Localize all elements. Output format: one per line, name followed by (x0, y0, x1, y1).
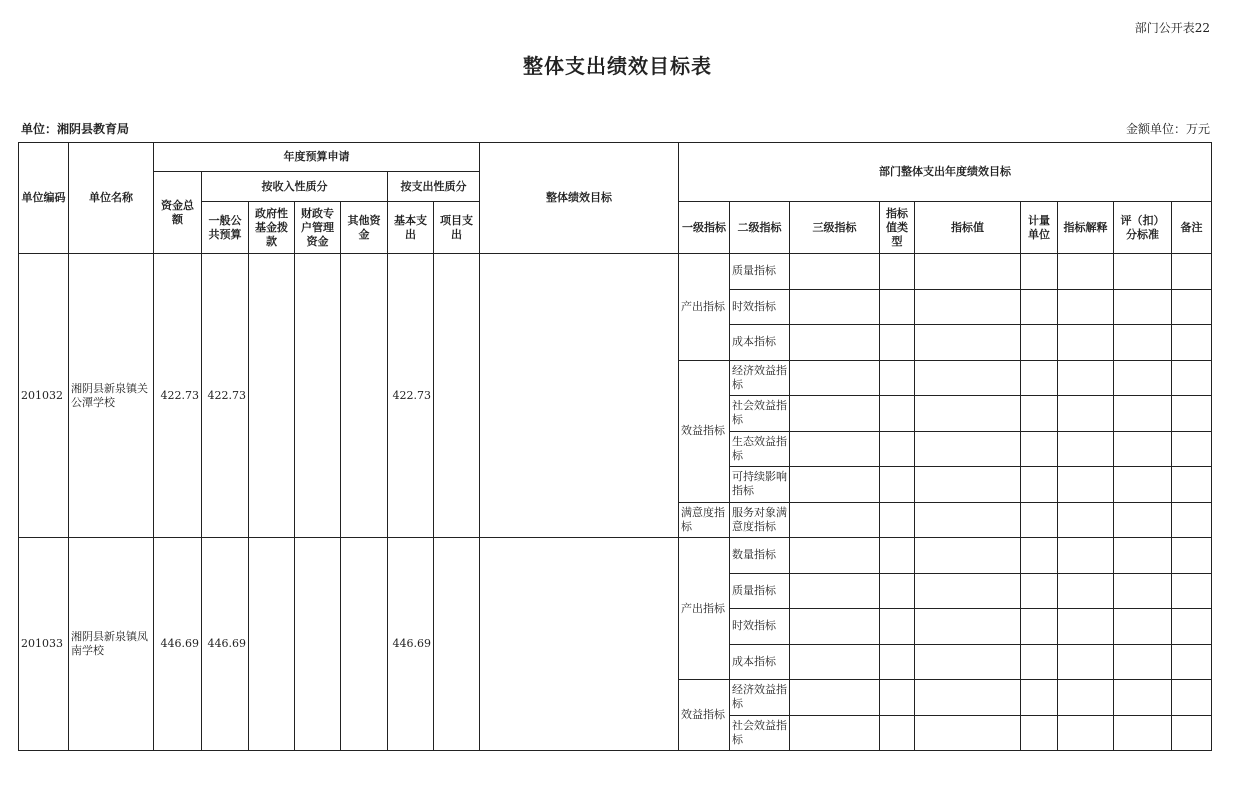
indicator-blank-cell (790, 289, 880, 325)
indicator-blank-cell (880, 609, 915, 645)
header-explanation: 指标解释 (1058, 202, 1114, 254)
basic-expense-cell: 422.73 (388, 254, 434, 538)
indicator-blank-cell (790, 254, 880, 290)
indicator-blank-cell (1021, 715, 1058, 751)
indicator-blank-cell (1058, 538, 1114, 574)
overall-goal-cell (480, 538, 679, 751)
indicator-blank-cell (790, 325, 880, 361)
indicator-blank-cell (1021, 325, 1058, 361)
indicator-blank-cell (790, 715, 880, 751)
indicator-blank-cell (1172, 467, 1212, 503)
page-title: 整体支出绩效目标表 (523, 54, 712, 78)
level1-cell: 效益指标 (679, 680, 730, 751)
table-row (19, 538, 1212, 574)
indicator-blank-cell (915, 289, 1021, 325)
header-level3: 三级指标 (790, 202, 880, 254)
project-expense-cell (434, 538, 480, 751)
level2-cell: 成本指标 (730, 325, 790, 361)
indicator-blank-cell (880, 289, 915, 325)
level2-cell: 经济效益指标 (730, 360, 790, 396)
other-funds-cell (341, 538, 388, 751)
level2-cell: 时效指标 (730, 289, 790, 325)
indicator-blank-cell (915, 360, 1021, 396)
indicator-blank-cell (790, 538, 880, 574)
performance-table (18, 142, 1212, 751)
level2-cell: 数量指标 (730, 538, 790, 574)
indicator-blank-cell (790, 431, 880, 467)
indicator-blank-cell (1114, 715, 1172, 751)
indicator-blank-cell (880, 431, 915, 467)
level2-cell: 社会效益指标 (730, 396, 790, 432)
indicator-blank-cell (1021, 573, 1058, 609)
indicator-blank-cell (790, 396, 880, 432)
level1-cell: 产出指标 (679, 254, 730, 361)
indicator-blank-cell (1021, 680, 1058, 716)
indicator-blank-cell (1114, 360, 1172, 396)
level2-cell: 生态效益指标 (730, 431, 790, 467)
header-general-budget: 一般公共预算 (202, 202, 249, 254)
indicator-blank-cell (880, 254, 915, 290)
indicator-blank-cell (1021, 609, 1058, 645)
indicator-blank-cell (1021, 360, 1058, 396)
unit-name-cell: 湘阴县新泉镇凤南学校 (69, 538, 154, 751)
indicator-blank-cell (1172, 254, 1212, 290)
indicator-blank-cell (880, 502, 915, 538)
level1-cell: 效益指标 (679, 360, 730, 502)
level2-cell: 社会效益指标 (730, 715, 790, 751)
level2-cell: 时效指标 (730, 609, 790, 645)
indicator-blank-cell (880, 396, 915, 432)
indicator-blank-cell (1172, 396, 1212, 432)
indicator-blank-cell (1114, 609, 1172, 645)
general-budget-cell: 446.69 (202, 538, 249, 751)
general-budget-cell: 422.73 (202, 254, 249, 538)
level2-cell: 服务对象满意度指标 (730, 502, 790, 538)
indicator-blank-cell (1058, 254, 1114, 290)
special-account-cell (295, 538, 341, 751)
header-project-expense: 项目支出 (434, 202, 480, 254)
indicator-blank-cell (1058, 431, 1114, 467)
header-dept-goal: 部门整体支出年度绩效目标 (679, 143, 1212, 202)
indicator-blank-cell (915, 609, 1021, 645)
level2-cell: 经济效益指标 (730, 680, 790, 716)
unit-label: 单位：湘阴县教育局 (21, 122, 130, 136)
indicator-blank-cell (1114, 502, 1172, 538)
unit-code-cell: 201032 (19, 254, 69, 538)
indicator-blank-cell (1058, 609, 1114, 645)
header-unit-name: 单位名称 (69, 143, 154, 254)
indicator-blank-cell (880, 644, 915, 680)
indicator-blank-cell (1058, 680, 1114, 716)
header-remark: 备注 (1172, 202, 1212, 254)
header-scoring: 评（扣）分标准 (1114, 202, 1172, 254)
indicator-blank-cell (1172, 289, 1212, 325)
indicator-blank-cell (1058, 360, 1114, 396)
indicator-blank-cell (1172, 644, 1212, 680)
indicator-blank-cell (790, 680, 880, 716)
indicator-blank-cell (915, 431, 1021, 467)
indicator-blank-cell (1172, 325, 1212, 361)
indicator-blank-cell (1021, 538, 1058, 574)
header-value: 指标值 (915, 202, 1021, 254)
basic-expense-cell: 446.69 (388, 538, 434, 751)
indicator-blank-cell (1114, 289, 1172, 325)
indicator-blank-cell (1058, 502, 1114, 538)
indicator-blank-cell (880, 360, 915, 396)
indicator-blank-cell (1058, 289, 1114, 325)
special-account-cell (295, 254, 341, 538)
indicator-blank-cell (1058, 467, 1114, 503)
gov-fund-cell (249, 254, 295, 538)
level2-cell: 质量指标 (730, 254, 790, 290)
indicator-blank-cell (880, 680, 915, 716)
indicator-blank-cell (1114, 396, 1172, 432)
indicator-blank-cell (1021, 502, 1058, 538)
indicator-blank-cell (880, 715, 915, 751)
header-unit-code: 单位编码 (19, 143, 69, 254)
indicator-blank-cell (1058, 715, 1114, 751)
indicator-blank-cell (915, 680, 1021, 716)
header-other-funds: 其他资金 (341, 202, 388, 254)
other-funds-cell (341, 254, 388, 538)
indicator-blank-cell (790, 360, 880, 396)
level1-cell: 产出指标 (679, 538, 730, 680)
header-measure-unit: 计量单位 (1021, 202, 1058, 254)
indicator-blank-cell (790, 502, 880, 538)
indicator-blank-cell (915, 325, 1021, 361)
indicator-blank-cell (790, 609, 880, 645)
indicator-blank-cell (790, 573, 880, 609)
header-by-expense: 按支出性质分 (388, 172, 480, 202)
indicator-blank-cell (1021, 644, 1058, 680)
indicator-blank-cell (790, 467, 880, 503)
indicator-blank-cell (880, 325, 915, 361)
indicator-blank-cell (1172, 502, 1212, 538)
indicator-blank-cell (880, 538, 915, 574)
level2-cell: 质量指标 (730, 573, 790, 609)
table-row (19, 254, 1212, 290)
header-level2: 二级指标 (730, 202, 790, 254)
project-expense-cell (434, 254, 480, 538)
indicator-blank-cell (1114, 538, 1172, 574)
header-budget-apply: 年度预算申请 (154, 143, 480, 172)
header-overall-goal: 整体绩效目标 (480, 143, 679, 254)
header-total-funds: 资金总额 (154, 172, 202, 254)
indicator-blank-cell (1114, 325, 1172, 361)
indicator-blank-cell (1114, 467, 1172, 503)
unit-code-cell: 201033 (19, 538, 69, 751)
header-value-type: 指标值类型 (880, 202, 915, 254)
indicator-blank-cell (1114, 644, 1172, 680)
indicator-blank-cell (1114, 680, 1172, 716)
indicator-blank-cell (880, 467, 915, 503)
indicator-blank-cell (915, 396, 1021, 432)
indicator-blank-cell (1021, 396, 1058, 432)
header-level1: 一级指标 (679, 202, 730, 254)
header-gov-fund: 政府性基金拨款 (249, 202, 295, 254)
indicator-blank-cell (915, 254, 1021, 290)
level2-cell: 成本指标 (730, 644, 790, 680)
indicator-blank-cell (1172, 715, 1212, 751)
indicator-blank-cell (1021, 431, 1058, 467)
indicator-blank-cell (1058, 573, 1114, 609)
indicator-blank-cell (1172, 538, 1212, 574)
indicator-blank-cell (1021, 289, 1058, 325)
header-basic-expense: 基本支出 (388, 202, 434, 254)
total-funds-cell: 446.69 (154, 538, 202, 751)
indicator-blank-cell (915, 715, 1021, 751)
indicator-blank-cell (1058, 644, 1114, 680)
total-funds-cell: 422.73 (154, 254, 202, 538)
header-by-income: 按收入性质分 (202, 172, 388, 202)
gov-fund-cell (249, 538, 295, 751)
overall-goal-cell (480, 254, 679, 538)
indicator-blank-cell (880, 573, 915, 609)
unit-name-cell: 湘阴县新泉镇关公潭学校 (69, 254, 154, 538)
amount-unit-label: 金额单位：万元 (1125, 122, 1210, 136)
indicator-blank-cell (790, 644, 880, 680)
indicator-blank-cell (1172, 431, 1212, 467)
indicator-blank-cell (1021, 467, 1058, 503)
indicator-blank-cell (1114, 254, 1172, 290)
level2-cell: 可持续影响指标 (730, 467, 790, 503)
indicator-blank-cell (1172, 609, 1212, 645)
indicator-blank-cell (1058, 396, 1114, 432)
indicator-blank-cell (1058, 325, 1114, 361)
indicator-blank-cell (1172, 573, 1212, 609)
indicator-blank-cell (915, 502, 1021, 538)
indicator-blank-cell (1172, 360, 1212, 396)
indicator-blank-cell (915, 573, 1021, 609)
form-number: 部门公开表22 (1134, 21, 1210, 35)
indicator-blank-cell (1021, 254, 1058, 290)
indicator-blank-cell (1172, 680, 1212, 716)
header-special-account: 财政专户管理资金 (295, 202, 341, 254)
indicator-blank-cell (1114, 431, 1172, 467)
indicator-blank-cell (915, 538, 1021, 574)
indicator-blank-cell (915, 644, 1021, 680)
indicator-blank-cell (1114, 573, 1172, 609)
level1-cell: 满意度指标 (679, 502, 730, 538)
indicator-blank-cell (915, 467, 1021, 503)
